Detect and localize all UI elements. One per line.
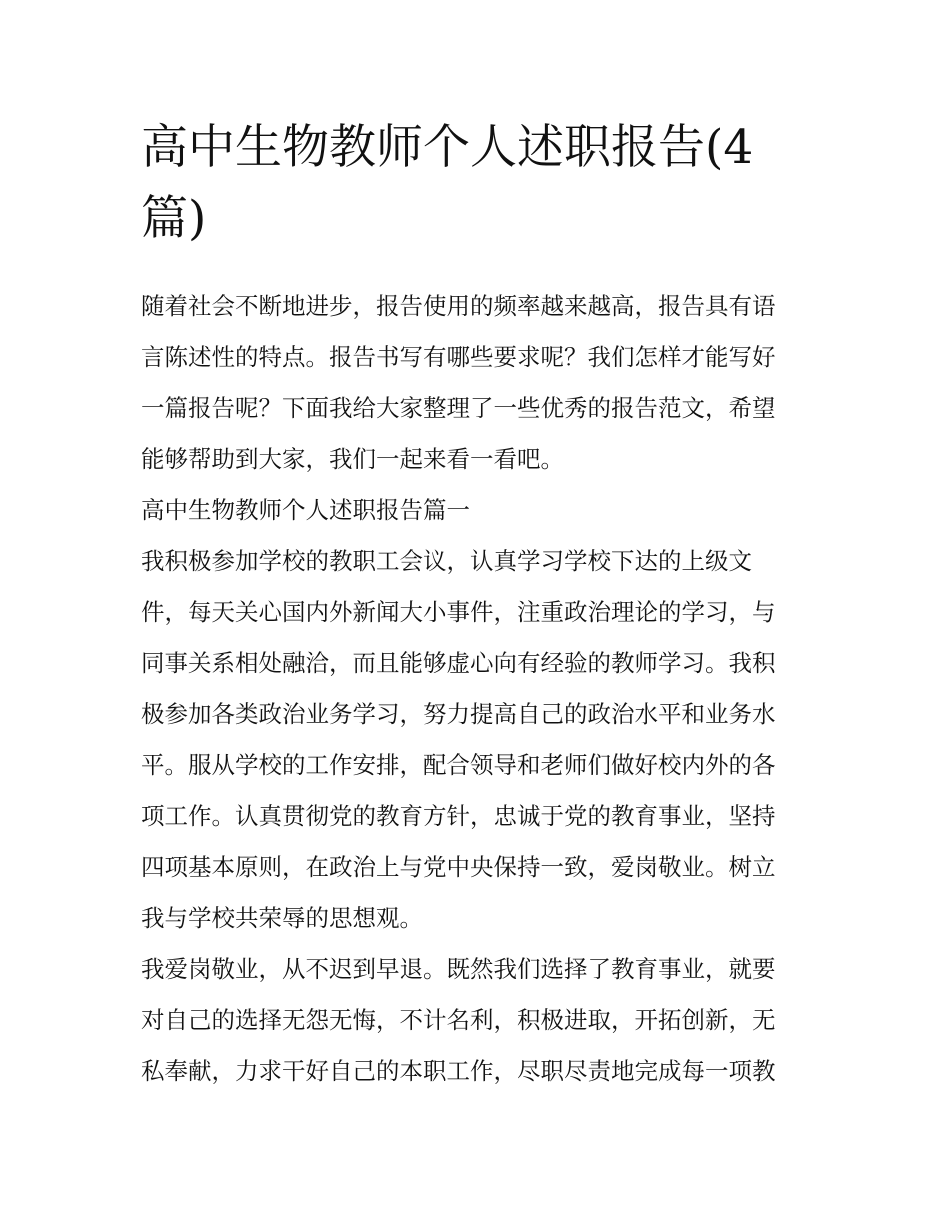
body-line: 随着社会不断地进步，报告使用的频率越来越高，报告具有语 <box>141 292 776 320</box>
body-line: 同事关系相处融洽，而且能够虚心向有经验的教师学习。我积 <box>141 649 776 677</box>
body-line: 四项基本原则，在政治上与党中央保持一致，爱岗敬业。树立 <box>141 853 776 881</box>
title-line-2: 篇) <box>141 191 207 246</box>
body-line: 一篇报告呢？下面我给大家整理了一些优秀的报告范文，希望 <box>141 394 776 422</box>
body-line: 极参加各类政治业务学习，努力提高自己的政治水平和业务水 <box>141 700 776 728</box>
body-line: 能够帮助到大家，我们一起来看一看吧。 <box>141 445 564 473</box>
body-line: 平。服从学校的工作安排，配合领导和老师们做好校内外的各 <box>141 751 776 779</box>
title-line-1: 高中生物教师个人述职报告(4 <box>141 120 754 175</box>
body-line: 言陈述性的特点。报告书写有哪些要求呢？我们怎样才能写好 <box>141 343 776 371</box>
body-line: 我与学校共荣辱的思想观。 <box>141 904 423 932</box>
body-line: 对自己的选择无怨无悔，不计名利，积极进取，开拓创新，无 <box>141 1006 776 1034</box>
body-line: 我爱岗敬业，从不迟到早退。既然我们选择了教育事业，就要 <box>141 955 776 983</box>
section-heading: 高中生物教师个人述职报告篇一 <box>141 496 470 524</box>
body-line: 我积极参加学校的教职工会议，认真学习学校下达的上级文 <box>141 547 752 575</box>
document-body <box>141 281 821 1097</box>
body-line: 件，每天关心国内外新闻大小事件，注重政治理论的学习，与 <box>141 598 776 626</box>
body-line: 私奉献，力求干好自己的本职工作，尽职尽责地完成每一项教 <box>141 1057 776 1085</box>
document-title <box>141 112 821 254</box>
body-line: 项工作。认真贯彻党的教育方针，忠诚于党的教育事业，坚持 <box>141 802 776 830</box>
